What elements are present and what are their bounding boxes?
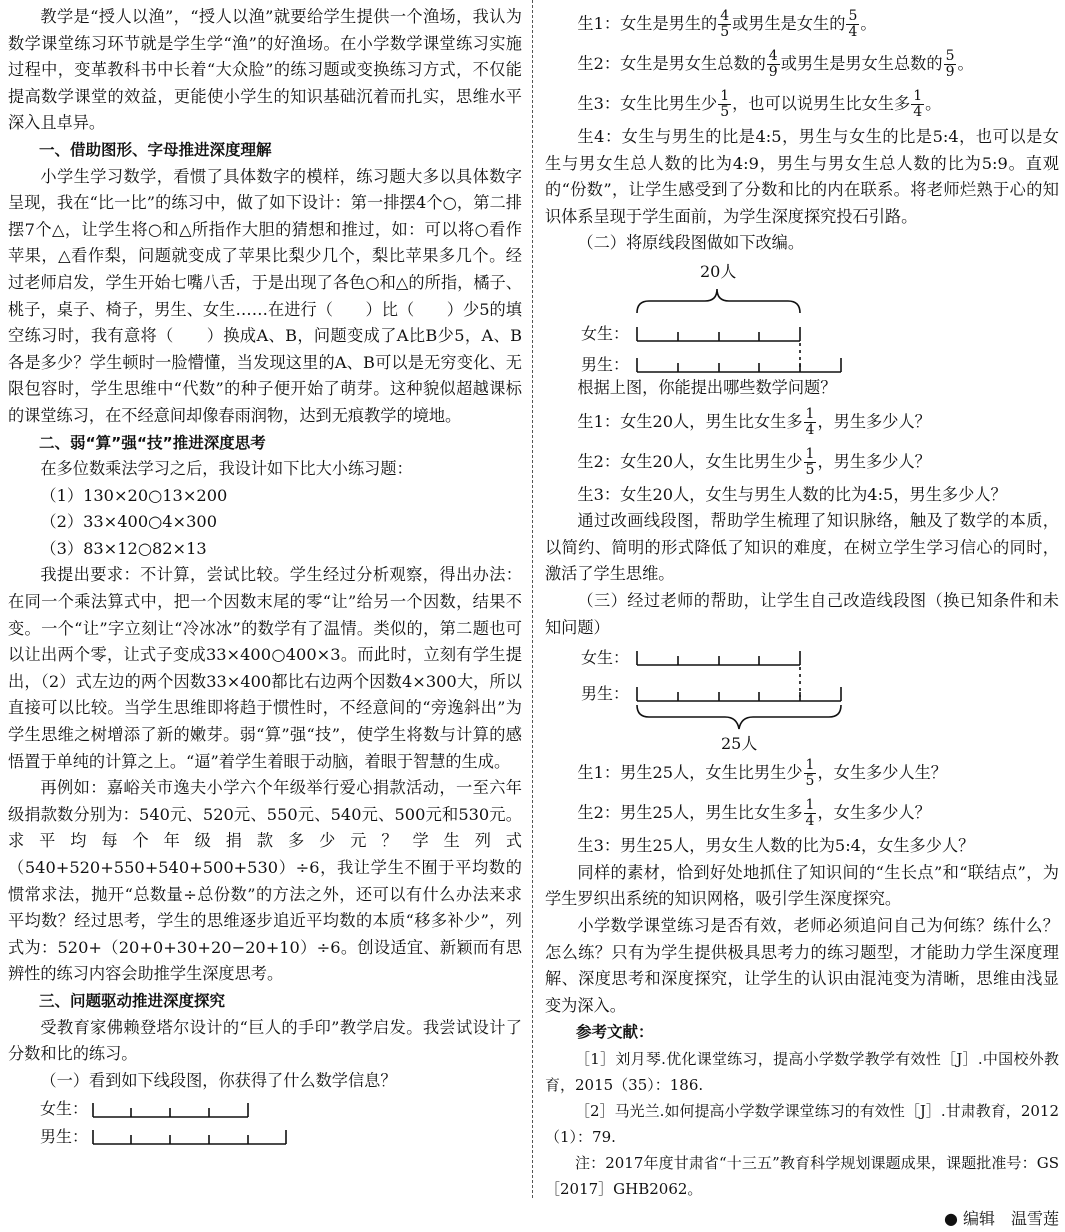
numerator: 4: [768, 48, 778, 64]
denominator: 5: [805, 461, 815, 478]
paragraph: 生4：女生与男生的比是4:5，男生与女生的比是5:4，也可以是女生与男女生总人数的比为4:9，男生与男女生总人数的比为5:9。直观的“份数”，让学生感受到了分数和比的内在联系。将老师烂熟于心的知识体系呈现于学生面前，为学生深度探究投石引路。: [545, 127, 1059, 226]
girls-label: 女生：: [581, 323, 630, 343]
answer-text: 或男生是女生的: [732, 14, 846, 33]
exercise-item: （3）83×12○82×13: [40, 538, 207, 558]
right-column: [545, 4, 1059, 1232]
student-question-r1: [545, 753, 1059, 793]
paragraph: （二）将原线段图做如下改编。: [577, 233, 805, 253]
answer-text: 。: [925, 94, 942, 113]
paragraph: 小学数学课堂练习是否有效，老师必须追问自己为何练？练什么？怎么练？只有为学生提供极具思考力的练习题型，才能助力学生深度理解、深度思考和深度探究，让学生的认识由混沌变为清晰，思维由浅显变为深入。: [545, 915, 1059, 1015]
denominator: 4: [805, 813, 815, 830]
total-label-top: 20人: [700, 261, 737, 281]
question-text: 生2：男生25人，男生比女生多: [577, 803, 803, 823]
girls-bar: [93, 1103, 248, 1117]
exercise-item: （1）130×20○13×200: [40, 485, 228, 505]
answer-text: 。: [957, 54, 974, 73]
question-text: ，男生多少人？: [817, 411, 931, 431]
girls-bar: [637, 327, 800, 341]
answer-text: 或男生是男女生总数的: [780, 54, 943, 73]
brace-bottom: [637, 705, 841, 729]
segment-diagram-2: [545, 257, 1055, 375]
exercise-item: （2）33×400○4×300: [40, 512, 218, 532]
denominator: 5: [805, 773, 815, 790]
paragraph: 小学生学习数学，看惯了具体数字的模样，练习题大多以具体数字呈现，我在“比一比”的练习中，做了如下设计：第一排摆4个○，第二排摆7个△，让学生将○和△所指作大胆的猜想和推过，如：可以将○看作苹果，△看作梨，问题就变成了苹果比梨少几个，梨比苹果多几个。经过老师启发，学生开始七嘴八舌，于是出现了各色○和△的所指，橘子、桃子，桌子、椅子，男生、女生……在进行（ ）比（ ）少5的填空练习时，我有意将（ ）换成A、B，问题变成了A比B少5，A、B各是多少？学生顿时一脸懵懂，当发现这里的A、B可以是无穷变化、无限包容时，学生思维中“代数”的种子便开始了萌芽。这种貌似超越课标的课堂练习，在不经意间却像春雨润物，达到无痕教学的境地。: [8, 166, 522, 425]
question-text: ，男生多少人？: [817, 451, 931, 471]
paragraph: 同样的素材，恰到好处地抓住了知识间的“生长点”和“联结点”，为学生罗织出系统的知识网格，吸引学生深度探究。: [545, 862, 1059, 909]
student-question-1: [545, 402, 1059, 442]
reference-item: ［2］马光兰.如何提高小学数学课堂练习的有效性［J］.甘肃教育，2012（1）：79.: [545, 1101, 1059, 1146]
question-text: 生2：女生20人，女生比男生少: [577, 451, 803, 471]
answer-text: 生1：女生是男生的: [577, 14, 718, 33]
numerator: 4: [720, 8, 730, 24]
section-heading-2: 二、弱“算”强“技”推进深度思考: [39, 433, 266, 452]
numerator: 1: [805, 757, 815, 774]
boys-bar: [637, 687, 841, 701]
numerator: 5: [945, 48, 955, 64]
numerator: 1: [805, 445, 815, 462]
reference-item: ［1］刘月琴.优化课堂练习，提高小学数学教学有效性［J］.中国校外教育，2015（35）：186.: [545, 1049, 1059, 1094]
denominator: 4: [805, 421, 815, 438]
fraction: [804, 758, 817, 789]
question-text: ，女生多少人生？: [817, 763, 947, 783]
student-answer-1: [545, 4, 1059, 44]
paragraph: 根据上图，你能提出哪些数学问题？: [577, 377, 837, 397]
references-heading: 参考文献：: [576, 1023, 654, 1042]
paragraph: 通过改画线段图，帮助学生梳理了知识脉络，触及了数学的本质，以简约、简明的形式降低了知识的难度，在树立学生学习信心的同时，激活了学生思维。: [545, 511, 1059, 584]
answer-text: 生3：女生比男生少: [577, 94, 718, 113]
answer-text: 。: [860, 14, 877, 33]
question-text: ，女生多少人？: [817, 803, 931, 823]
section-heading-3: 三、问题驱动推进深度探究: [39, 991, 226, 1010]
question-text: 生1：女生20人，男生比女生多: [577, 411, 803, 431]
girls-label: 女生：: [581, 648, 630, 668]
numerator: 1: [805, 797, 815, 814]
fraction: [804, 447, 817, 478]
numerator: 1: [720, 88, 730, 104]
paragraph: 在多位数乘法学习之后，我设计如下比大小练习题：: [40, 459, 413, 479]
left-column: [8, 4, 522, 1148]
total-label-bottom: 25人: [721, 734, 758, 754]
column-divider: [532, 0, 533, 1198]
student-answer-3: [545, 84, 1059, 124]
student-answer-2: [545, 44, 1059, 84]
fraction: [718, 9, 731, 40]
paragraph: 受教育家佛赖登塔尔设计的“巨人的手印”教学启发。我尝试设计了分数和比的练习。: [8, 1017, 522, 1064]
fraction: [944, 49, 957, 80]
fraction: [767, 49, 780, 80]
paragraph: 我提出要求：不计算，尝试比较。学生经过分析观察，得出办法：在同一个乘法算式中，把一个因数末尾的零“让”给另一个因数，结果不变。一个“让”字立刻让“冷冰冰”的数学有了温情。类似的，第二题也可以让出两个零，让式子变成33×400○400×3。而此时，立刻有学生提出，（2）式左边的两个因数33×400都比右边两个因数4×300大，所以直接可以比较。当学生思维即将趋于惯性时，不经意间的“旁逸斜出”为学生思维之树增添了新的嫩芽。弱“算”强“技”，使学生将数与计算的感悟置于单纯的计算之上。“逼”着学生着眼于动脑，着眼于智慧的生成。: [8, 565, 522, 771]
numerator: 5: [848, 8, 858, 24]
denominator: 5: [720, 24, 730, 40]
numerator: 1: [805, 405, 815, 422]
denominator: 9: [768, 64, 778, 80]
segment-diagram-3: [545, 641, 1055, 753]
editor-credit: ● 编辑 温雪莲: [943, 1208, 1059, 1228]
fraction: [846, 9, 859, 40]
boys-label: 男生：: [581, 684, 630, 704]
intro-paragraph: 教学是“授人以渔”，“授人以渔”就要给学生提供一个渔场，我认为数学课堂练习环节就是学生学“渔”的好渔场。在小学数学课堂练习实施过程中，变革教科书中长着“大众脸”的练习题或变换练习方式，不仅能提高数学课堂的效益，更能使小学生的知识基础沉着而扎实，思维水平深入且卓异。: [8, 7, 522, 133]
section-heading-1: 一、借助图形、字母推进深度理解: [39, 140, 272, 159]
denominator: 4: [848, 24, 858, 40]
denominator: 9: [945, 64, 955, 80]
fraction: [804, 798, 817, 829]
funding-note: 注：2017年度甘肃省“十三五”教育科学规划课题成果，课题批准号：GS［2017］GHB2062。: [545, 1153, 1059, 1198]
fraction: [804, 407, 817, 438]
answer-text: 生2：女生是男女生总数的: [577, 54, 766, 73]
segment-diagram-original: [8, 1094, 508, 1148]
question-text: 生1：男生25人，女生比男生少: [577, 763, 803, 783]
girls-label: 女生：: [40, 1099, 89, 1119]
boys-label: 男生：: [40, 1127, 89, 1147]
fraction: [911, 89, 924, 120]
paragraph: （三）经过老师的帮助，让学生自己改造线段图（换已知条件和未知问题）: [545, 590, 1059, 637]
boys-bar: [93, 1130, 286, 1144]
numerator: 1: [913, 88, 923, 104]
student-question-2: [545, 442, 1059, 482]
student-question-3: 生3：女生20人，女生与男生人数的比为4:5，男生多少人？: [577, 484, 1007, 504]
denominator: 5: [720, 104, 730, 120]
student-question-r3: 生3：男生25人，男女生人数的比为5:4，女生多少人？: [577, 836, 975, 856]
student-question-r2: [545, 793, 1059, 833]
fraction: [718, 89, 731, 120]
girls-bar: [637, 651, 800, 665]
boys-label: 男生：: [581, 354, 630, 374]
paragraph: 再例如：嘉峪关市逸夫小学六个年级举行爱心捐款活动，一至六年级捐款数分别为：540元、520元、550元、540元、500元和530元。求平均每个年级捐款多少元？学生列式（540+520+550+540+500+530）÷6，我让学生不囿于平均数的惯常求法，抛开“总数量÷总份数”的方法之外，还可以有什么办法来求平均数？经过思考，学生的思维逐步追近平均数的本质“移多补少”，列式为：520+（20+0+30+20−20+10）÷6。创设适宜、新颖而有思辨性的练习内容会助推学生深度思考。: [8, 778, 522, 984]
answer-text: ，也可以说男生比女生多: [732, 94, 911, 113]
paragraph: （一）看到如下线段图，你获得了什么数学信息？: [40, 1070, 397, 1090]
denominator: 4: [913, 104, 923, 120]
brace-top: [637, 289, 800, 313]
boys-bar: [637, 358, 841, 372]
